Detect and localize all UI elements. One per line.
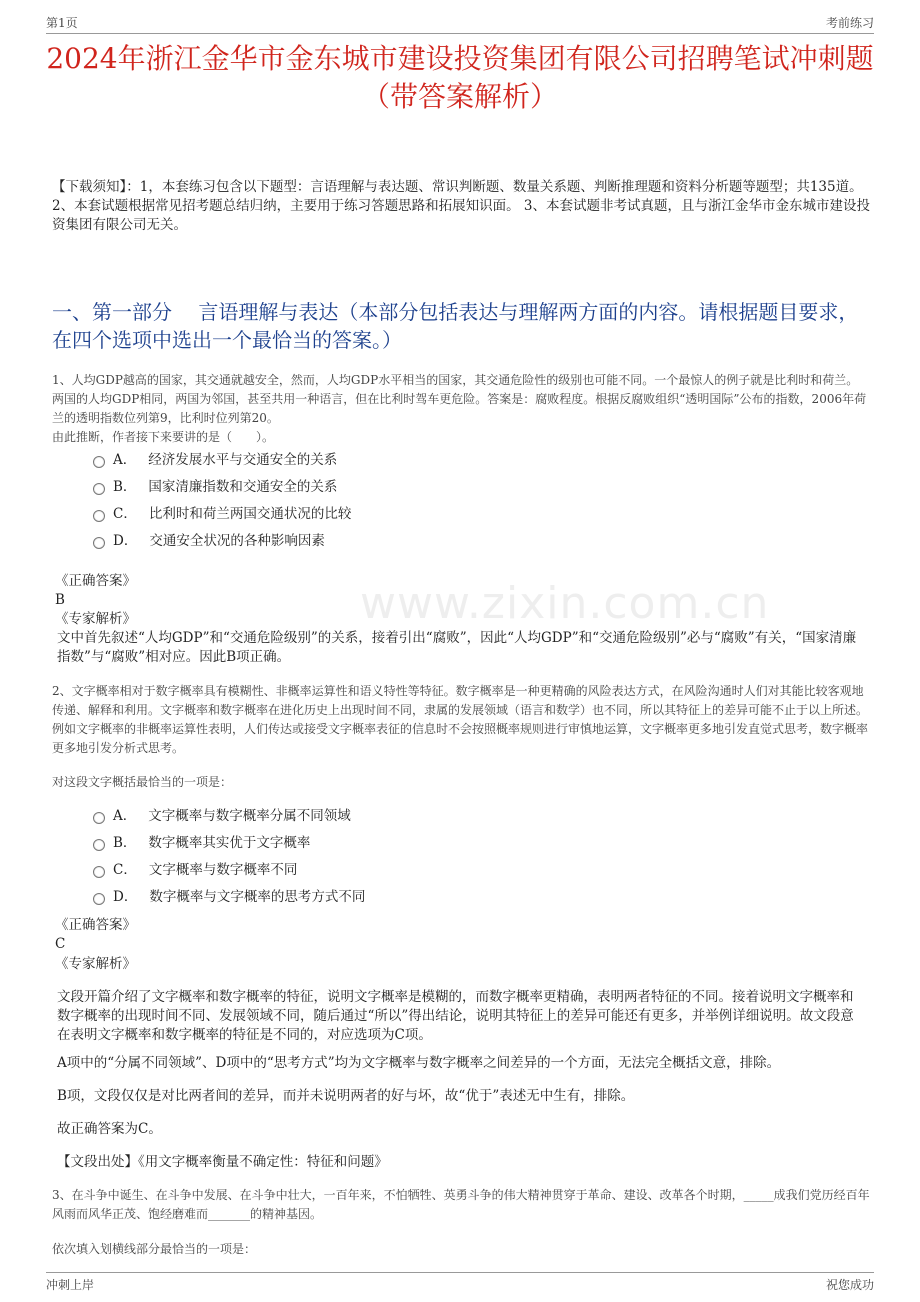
question-1-prompt: 由此推断，作者接下来要讲的是（ ）。 bbox=[52, 430, 275, 444]
option-letter: B． bbox=[113, 479, 137, 495]
option-text: 经济发展水平与交通安全的关系 bbox=[148, 452, 338, 468]
analysis-label: 《专家解析》 bbox=[55, 611, 136, 627]
radio-icon[interactable] bbox=[93, 893, 105, 905]
question-1-text: 1、人均GDP越高的国家，其交通就越安全，然而，人均GDP水平相当的国家，其交通危险性的级别也可能不同。一个最惊人的例子就是比利时和荷兰。两国的人均GDP相同，两国为邻国，甚至共用一种语言，但在比利时驾车更危险。答案是：腐败程度。根据反腐败组织“透明国际”公布的指数，2006年荷兰的透明指数位列第9，比利时位列第20。 bbox=[52, 373, 867, 425]
analysis-text: 故正确答案为C。 bbox=[57, 1121, 162, 1137]
answer-label: 《正确答案》 bbox=[55, 573, 136, 589]
answer-label: 《正确答案》 bbox=[55, 917, 136, 933]
page-number: 第1页 bbox=[46, 16, 78, 30]
question-1-option-d[interactable] bbox=[93, 531, 325, 551]
radio-icon[interactable] bbox=[93, 839, 105, 851]
question-3-text: 3、在斗争中诞生、在斗争中发展、在斗争中壮大，一百年来，不怕牺牲、英勇斗争的伟大精神贯穿于革命、建设、改革各个时期，_____成我们党历经百年风雨而风华正茂、饱经磨难而_______的精神基因。 bbox=[52, 1188, 870, 1221]
analysis-text: B项，文段仅仅是对比两者间的差异，而并未说明两者的好与坏，故“优于”表述无中生有，排除。 bbox=[57, 1088, 635, 1104]
radio-icon[interactable] bbox=[93, 812, 105, 824]
option-letter: C． bbox=[113, 506, 137, 522]
question-2-text: 2、文字概率相对于数字概率具有模糊性、非概率运算性和语义特性等特征。数字概率是一种更精确的风险表达方式，在风险沟通时人们对其能比较客观地传递、解释和利用。文字概率和数字概率在进化历史上出现时间不同，隶属的发展领域（语言和数学）也不同，所以其特征上的差异可能不止于以上所述。例如文字概率的非概率运算性表明，人们传达或接受文字概率表征的信息时不会按照概率规则进行审慎地运算，文字概率更多地引发直觉式思考，数字概率更多地引发分析式思考。 bbox=[52, 684, 869, 755]
page-footer bbox=[46, 1272, 874, 1294]
header-tag: 考前练习 bbox=[825, 16, 874, 30]
question-2-option-c[interactable] bbox=[93, 860, 297, 880]
analysis-text: 文段开篇介绍了文字概率和数字概率的特征，说明文字概率是模糊的，而数字概率更精确，表明两者特征的不同。接着说明文字概率和数字概率的出现时间不同、发展领域不同，随后通过“所以”得出结论，说明其特征上的差异可能还有更多，并举例详细说明。故文段意在表明文字概率和数字概率的特征是不同的，对应选项为C项。 bbox=[57, 989, 854, 1043]
option-text: 数字概率其实优于文字概率 bbox=[148, 835, 311, 851]
question-2-option-d[interactable] bbox=[93, 887, 365, 907]
document-title: 2024年浙江金华市金东城市建设投资集团有限公司招聘笔试冲刺题（带答案解析） bbox=[46, 42, 874, 113]
option-letter: D． bbox=[113, 889, 138, 905]
option-letter: A． bbox=[113, 452, 137, 468]
download-notice: 【下载须知】：1，本套练习包含以下题型：言语理解与表达题、常识判断题、数量关系题、判断推理题和资料分析题等题型；共135道。 2、本套试题根据常见招考题总结归纳，主要用于练习答题思路和拓展知识面。 3、本套试题非考试真题，且与浙江金华市金东城市建设投资集团有限公司无关。 bbox=[52, 179, 870, 233]
option-letter: A． bbox=[113, 808, 137, 824]
page-header bbox=[46, 12, 874, 34]
watermark: www.zixin.com.cn bbox=[360, 578, 770, 629]
analysis-text: 文中首先叙述“人均GDP”和“交通危险级别”的关系，接着引出“腐败”，因此“人均GDP”和“交通危险级别”必与“腐败”有关，“国家清廉指数”与“腐败”相对应。因此B项正确。 bbox=[57, 630, 857, 665]
option-text: 文字概率与数字概率不同 bbox=[148, 862, 298, 878]
option-text: 比利时和荷兰两国交通状况的比较 bbox=[148, 506, 352, 522]
option-letter: D． bbox=[113, 533, 138, 549]
option-text: 交通安全状况的各种影响因素 bbox=[149, 533, 325, 549]
analysis-label: 《专家解析》 bbox=[55, 956, 136, 972]
question-1-option-b[interactable] bbox=[93, 477, 337, 497]
option-text: 国家清廉指数和交通安全的关系 bbox=[148, 479, 338, 495]
radio-icon[interactable] bbox=[93, 537, 105, 549]
analysis-text: A项中的“分属不同领域”、D项中的“思考方式”均为文字概率与数字概率之间差异的一个方面，无法完全概括文意，排除。 bbox=[57, 1055, 781, 1071]
question-2-option-a[interactable] bbox=[93, 806, 351, 826]
question-2-option-b[interactable] bbox=[93, 833, 310, 853]
radio-icon[interactable] bbox=[93, 866, 105, 878]
answer-value: C bbox=[55, 936, 66, 952]
option-letter: B． bbox=[113, 835, 137, 851]
option-letter: C． bbox=[113, 862, 137, 878]
radio-icon[interactable] bbox=[93, 483, 105, 495]
option-text: 数字概率与文字概率的思考方式不同 bbox=[149, 889, 366, 905]
radio-icon[interactable] bbox=[93, 510, 105, 522]
radio-icon[interactable] bbox=[93, 456, 105, 468]
option-text: 文字概率与数字概率分属不同领域 bbox=[148, 808, 351, 824]
source-citation: 【文段出处】《用文字概率衡量不确定性：特征和问题》 bbox=[57, 1154, 388, 1170]
section-heading: 一、第一部分 言语理解与表达（本部分包括表达与理解两方面的内容。请根据题目要求，在四个选项中选出一个最恰当的答案。） bbox=[52, 300, 859, 352]
footer-right: 祝您成功 bbox=[825, 1278, 874, 1292]
question-2-prompt: 对这段文字概括最恰当的一项是： bbox=[52, 775, 233, 789]
footer-left: 冲刺上岸 bbox=[46, 1278, 95, 1292]
question-1-option-a[interactable] bbox=[93, 450, 337, 470]
question-3-prompt: 依次填入划横线部分最恰当的一项是： bbox=[52, 1242, 257, 1256]
question-1-option-c[interactable] bbox=[93, 504, 351, 524]
answer-value: B bbox=[55, 592, 65, 608]
